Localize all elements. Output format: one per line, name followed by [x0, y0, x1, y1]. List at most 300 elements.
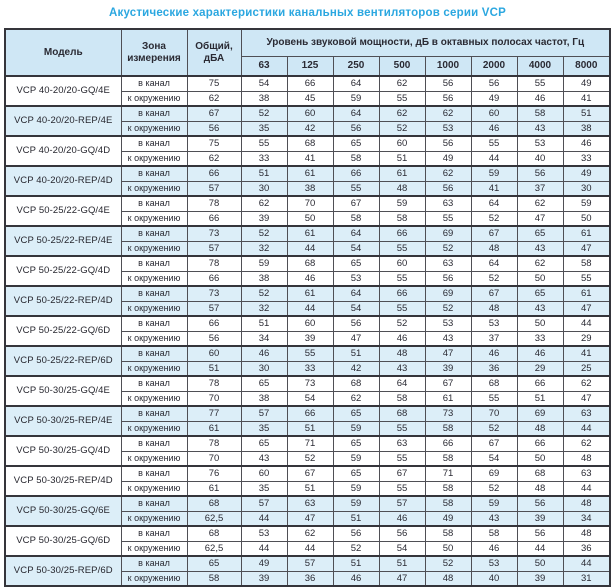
band-level-cell: 50 — [517, 316, 563, 331]
col-header-band-group: Уровень звуковой мощности, дБ в октавных полосах частот, Гц — [241, 29, 610, 57]
band-level-cell: 66 — [287, 406, 333, 421]
band-level-cell: 59 — [563, 196, 610, 211]
total-dba-cell: 68 — [187, 526, 241, 541]
band-level-cell: 68 — [379, 406, 425, 421]
band-level-cell: 63 — [287, 496, 333, 511]
total-dba-cell: 62 — [187, 151, 241, 166]
model-cell: VCP 50-30/25-REP/4D — [5, 466, 121, 496]
band-level-cell: 52 — [287, 451, 333, 466]
col-header-freq-2000: 2000 — [471, 57, 517, 77]
band-level-cell: 47 — [517, 211, 563, 226]
acoustic-characteristics-table — [4, 28, 611, 587]
band-level-cell: 46 — [333, 571, 379, 586]
band-level-cell: 51 — [333, 511, 379, 526]
zone-cell: в канал — [121, 76, 187, 91]
table-row — [5, 256, 610, 271]
band-level-cell: 58 — [379, 211, 425, 226]
band-level-cell: 61 — [287, 286, 333, 301]
zone-cell: к окружению — [121, 181, 187, 196]
band-level-cell: 52 — [471, 211, 517, 226]
band-level-cell: 50 — [517, 271, 563, 286]
model-cell: VCP 50-30/25-REP/6D — [5, 556, 121, 586]
total-dba-cell: 68 — [187, 496, 241, 511]
band-level-cell: 65 — [333, 256, 379, 271]
band-level-cell: 65 — [517, 226, 563, 241]
total-dba-cell: 57 — [187, 181, 241, 196]
band-level-cell: 68 — [471, 376, 517, 391]
band-level-cell: 56 — [517, 526, 563, 541]
band-level-cell: 44 — [517, 541, 563, 556]
band-level-cell: 51 — [241, 166, 287, 181]
col-header-freq-4000: 4000 — [517, 57, 563, 77]
band-level-cell: 68 — [287, 256, 333, 271]
band-level-cell: 54 — [379, 541, 425, 556]
band-level-cell: 62 — [333, 391, 379, 406]
zone-cell: в канал — [121, 196, 187, 211]
band-level-cell: 55 — [471, 136, 517, 151]
model-cell: VCP 50-25/22-GQ/4E — [5, 196, 121, 226]
band-level-cell: 61 — [563, 286, 610, 301]
model-cell: VCP 50-25/22-GQ/4D — [5, 256, 121, 286]
band-level-cell: 62 — [379, 76, 425, 91]
model-cell: VCP 50-25/22-GQ/6D — [5, 316, 121, 346]
band-level-cell: 56 — [425, 76, 471, 91]
band-level-cell: 47 — [333, 331, 379, 346]
band-level-cell: 54 — [471, 451, 517, 466]
band-level-cell: 44 — [563, 421, 610, 436]
table-row — [5, 136, 610, 151]
model-cell: VCP 50-30/25-GQ/4D — [5, 436, 121, 466]
band-level-cell: 37 — [471, 331, 517, 346]
band-level-cell: 49 — [471, 91, 517, 106]
band-level-cell: 67 — [471, 436, 517, 451]
band-level-cell: 56 — [379, 526, 425, 541]
band-level-cell: 29 — [517, 361, 563, 376]
band-level-cell: 56 — [425, 271, 471, 286]
zone-cell: к окружению — [121, 241, 187, 256]
zone-cell: к окружению — [121, 361, 187, 376]
table-row — [5, 76, 610, 91]
band-level-cell: 46 — [563, 136, 610, 151]
band-level-cell: 37 — [517, 181, 563, 196]
band-level-cell: 62 — [563, 436, 610, 451]
band-level-cell: 64 — [333, 286, 379, 301]
band-level-cell: 54 — [333, 301, 379, 316]
band-level-cell: 48 — [471, 301, 517, 316]
band-level-cell: 41 — [471, 181, 517, 196]
band-level-cell: 65 — [333, 406, 379, 421]
band-level-cell: 33 — [517, 331, 563, 346]
total-dba-cell: 78 — [187, 436, 241, 451]
band-level-cell: 36 — [471, 361, 517, 376]
band-level-cell: 59 — [471, 496, 517, 511]
col-header-freq-500: 500 — [379, 57, 425, 77]
band-level-cell: 73 — [287, 376, 333, 391]
band-level-cell: 47 — [563, 301, 610, 316]
table-row — [5, 286, 610, 301]
band-level-cell: 31 — [563, 571, 610, 586]
band-level-cell: 49 — [563, 76, 610, 91]
band-level-cell: 67 — [379, 466, 425, 481]
model-cell: VCP 50-25/22-REP/6D — [5, 346, 121, 376]
band-level-cell: 67 — [425, 376, 471, 391]
band-level-cell: 58 — [425, 526, 471, 541]
band-level-cell: 46 — [471, 346, 517, 361]
total-dba-cell: 57 — [187, 301, 241, 316]
band-level-cell: 49 — [425, 151, 471, 166]
band-level-cell: 61 — [425, 391, 471, 406]
band-level-cell: 29 — [563, 331, 610, 346]
band-level-cell: 45 — [287, 91, 333, 106]
band-level-cell: 53 — [517, 136, 563, 151]
band-level-cell: 38 — [287, 181, 333, 196]
band-level-cell: 58 — [333, 151, 379, 166]
total-dba-cell: 56 — [187, 121, 241, 136]
band-level-cell: 46 — [287, 271, 333, 286]
zone-cell: к окружению — [121, 421, 187, 436]
band-level-cell: 53 — [471, 556, 517, 571]
band-level-cell: 38 — [563, 121, 610, 136]
model-cell: VCP 50-30/25-GQ/6D — [5, 526, 121, 556]
band-level-cell: 51 — [379, 556, 425, 571]
band-level-cell: 43 — [471, 511, 517, 526]
table-row — [5, 166, 610, 181]
zone-cell: к окружению — [121, 271, 187, 286]
zone-cell: к окружению — [121, 121, 187, 136]
band-level-cell: 50 — [517, 556, 563, 571]
band-level-cell: 44 — [563, 316, 610, 331]
total-dba-cell: 58 — [187, 571, 241, 586]
band-level-cell: 66 — [425, 436, 471, 451]
band-level-cell: 60 — [287, 316, 333, 331]
band-level-cell: 52 — [333, 541, 379, 556]
band-level-cell: 54 — [287, 391, 333, 406]
band-level-cell: 66 — [517, 436, 563, 451]
band-level-cell: 52 — [471, 421, 517, 436]
band-level-cell: 65 — [333, 136, 379, 151]
zone-cell: к окружению — [121, 541, 187, 556]
band-level-cell: 53 — [333, 271, 379, 286]
band-level-cell: 54 — [241, 76, 287, 91]
band-level-cell: 57 — [241, 496, 287, 511]
zone-cell: к окружению — [121, 331, 187, 346]
band-level-cell: 62 — [517, 196, 563, 211]
band-level-cell: 56 — [425, 136, 471, 151]
zone-cell: к окружению — [121, 301, 187, 316]
band-level-cell: 62 — [517, 256, 563, 271]
band-level-cell: 33 — [287, 361, 333, 376]
total-dba-cell: 66 — [187, 316, 241, 331]
band-level-cell: 52 — [425, 556, 471, 571]
band-level-cell: 67 — [471, 286, 517, 301]
band-level-cell: 64 — [333, 76, 379, 91]
band-level-cell: 48 — [563, 451, 610, 466]
zone-cell: в канал — [121, 556, 187, 571]
zone-cell: к окружению — [121, 481, 187, 496]
band-level-cell: 33 — [241, 151, 287, 166]
band-level-cell: 51 — [287, 481, 333, 496]
col-header-freq-250: 250 — [333, 57, 379, 77]
band-level-cell: 56 — [333, 121, 379, 136]
band-level-cell: 63 — [563, 466, 610, 481]
band-level-cell: 63 — [425, 196, 471, 211]
col-header-freq-63: 63 — [241, 57, 287, 77]
model-cell: VCP 40-20/20-REP/4E — [5, 106, 121, 136]
band-level-cell: 36 — [287, 571, 333, 586]
band-level-cell: 39 — [425, 361, 471, 376]
col-header-model: Модель — [5, 29, 121, 76]
total-dba-cell: 65 — [187, 556, 241, 571]
band-level-cell: 58 — [517, 106, 563, 121]
band-level-cell: 43 — [379, 361, 425, 376]
table-row — [5, 226, 610, 241]
band-level-cell: 32 — [241, 301, 287, 316]
band-level-cell: 65 — [241, 436, 287, 451]
band-level-cell: 69 — [425, 286, 471, 301]
band-level-cell: 47 — [563, 391, 610, 406]
band-level-cell: 58 — [425, 451, 471, 466]
band-level-cell: 52 — [379, 121, 425, 136]
band-level-cell: 57 — [241, 406, 287, 421]
zone-cell: в канал — [121, 136, 187, 151]
band-level-cell: 46 — [379, 511, 425, 526]
band-level-cell: 47 — [287, 511, 333, 526]
band-level-cell: 32 — [241, 241, 287, 256]
band-level-cell: 56 — [425, 91, 471, 106]
band-level-cell: 63 — [563, 406, 610, 421]
band-level-cell: 67 — [471, 226, 517, 241]
band-level-cell: 62 — [563, 376, 610, 391]
band-level-cell: 41 — [563, 346, 610, 361]
model-cell: VCP 50-30/25-REP/4E — [5, 406, 121, 436]
table-row — [5, 496, 610, 511]
band-level-cell: 42 — [333, 361, 379, 376]
band-level-cell: 71 — [425, 466, 471, 481]
band-level-cell: 48 — [517, 421, 563, 436]
band-level-cell: 30 — [563, 181, 610, 196]
band-level-cell: 65 — [333, 436, 379, 451]
band-level-cell: 47 — [425, 346, 471, 361]
band-level-cell: 55 — [379, 301, 425, 316]
band-level-cell: 55 — [471, 391, 517, 406]
band-level-cell: 55 — [425, 211, 471, 226]
band-level-cell: 58 — [471, 526, 517, 541]
zone-cell: к окружению — [121, 391, 187, 406]
total-dba-cell: 77 — [187, 406, 241, 421]
band-level-cell: 52 — [241, 226, 287, 241]
band-level-cell: 56 — [517, 166, 563, 181]
band-level-cell: 56 — [333, 316, 379, 331]
band-level-cell: 53 — [425, 316, 471, 331]
table-body — [5, 76, 610, 586]
col-header-freq-125: 125 — [287, 57, 333, 77]
band-level-cell: 68 — [287, 136, 333, 151]
table-row — [5, 316, 610, 331]
total-dba-cell: 56 — [187, 331, 241, 346]
band-level-cell: 55 — [379, 91, 425, 106]
band-level-cell: 46 — [379, 331, 425, 346]
band-level-cell: 51 — [517, 391, 563, 406]
band-level-cell: 43 — [517, 121, 563, 136]
total-dba-cell: 70 — [187, 451, 241, 466]
zone-cell: к окружению — [121, 511, 187, 526]
band-level-cell: 44 — [287, 241, 333, 256]
band-level-cell: 64 — [333, 106, 379, 121]
zone-cell: в канал — [121, 106, 187, 121]
band-level-cell: 66 — [379, 286, 425, 301]
band-level-cell: 44 — [563, 556, 610, 571]
band-level-cell: 59 — [379, 196, 425, 211]
table-row — [5, 466, 610, 481]
band-level-cell: 64 — [471, 256, 517, 271]
band-level-cell: 55 — [379, 421, 425, 436]
band-level-cell: 52 — [241, 106, 287, 121]
band-level-cell: 41 — [563, 91, 610, 106]
table-row — [5, 406, 610, 421]
band-level-cell: 51 — [333, 556, 379, 571]
band-level-cell: 65 — [241, 376, 287, 391]
band-level-cell: 49 — [563, 166, 610, 181]
total-dba-cell: 66 — [187, 211, 241, 226]
total-dba-cell: 66 — [187, 271, 241, 286]
zone-cell: к окружению — [121, 91, 187, 106]
band-level-cell: 60 — [287, 106, 333, 121]
total-dba-cell: 60 — [187, 346, 241, 361]
band-level-cell: 63 — [425, 256, 471, 271]
band-level-cell: 66 — [517, 376, 563, 391]
band-level-cell: 49 — [425, 511, 471, 526]
band-level-cell: 39 — [517, 511, 563, 526]
zone-cell: в канал — [121, 436, 187, 451]
page-title: Акустические характеристики канальных вентиляторов серии VCP — [108, 7, 507, 19]
band-level-cell: 58 — [333, 211, 379, 226]
band-level-cell: 55 — [563, 271, 610, 286]
zone-cell: в канал — [121, 166, 187, 181]
band-level-cell: 55 — [241, 136, 287, 151]
zone-cell: к окружению — [121, 571, 187, 586]
band-level-cell: 62 — [425, 106, 471, 121]
table-header — [5, 29, 610, 76]
band-level-cell: 60 — [471, 106, 517, 121]
header-row-main — [5, 29, 610, 57]
band-level-cell: 70 — [287, 196, 333, 211]
band-level-cell: 50 — [563, 211, 610, 226]
zone-cell: в канал — [121, 376, 187, 391]
band-level-cell: 64 — [471, 196, 517, 211]
band-level-cell: 44 — [471, 151, 517, 166]
band-level-cell: 36 — [563, 541, 610, 556]
band-level-cell: 48 — [517, 481, 563, 496]
band-level-cell: 55 — [379, 241, 425, 256]
band-level-cell: 56 — [425, 181, 471, 196]
band-level-cell: 59 — [333, 91, 379, 106]
band-level-cell: 39 — [287, 331, 333, 346]
band-level-cell: 30 — [241, 181, 287, 196]
zone-cell: в канал — [121, 226, 187, 241]
total-dba-cell: 57 — [187, 241, 241, 256]
band-level-cell: 67 — [287, 466, 333, 481]
band-level-cell: 43 — [241, 451, 287, 466]
total-dba-cell: 62,5 — [187, 541, 241, 556]
zone-cell: к окружению — [121, 451, 187, 466]
total-dba-cell: 75 — [187, 76, 241, 91]
band-level-cell: 43 — [425, 331, 471, 346]
band-level-cell: 69 — [425, 226, 471, 241]
band-level-cell: 69 — [517, 406, 563, 421]
col-header-total-dba: Общий, дБА — [187, 29, 241, 76]
band-level-cell: 35 — [241, 121, 287, 136]
total-dba-cell: 61 — [187, 421, 241, 436]
zone-cell: в канал — [121, 286, 187, 301]
band-level-cell: 70 — [471, 406, 517, 421]
band-level-cell: 47 — [379, 571, 425, 586]
band-level-cell: 38 — [241, 91, 287, 106]
band-level-cell: 62 — [425, 166, 471, 181]
band-level-cell: 33 — [563, 151, 610, 166]
zone-cell: в канал — [121, 316, 187, 331]
band-level-cell: 39 — [517, 571, 563, 586]
band-level-cell: 53 — [471, 316, 517, 331]
band-level-cell: 51 — [379, 151, 425, 166]
band-level-cell: 52 — [471, 481, 517, 496]
zone-cell: в канал — [121, 466, 187, 481]
band-level-cell: 56 — [517, 496, 563, 511]
band-level-cell: 54 — [333, 241, 379, 256]
band-level-cell: 46 — [241, 346, 287, 361]
band-level-cell: 44 — [563, 481, 610, 496]
band-level-cell: 51 — [333, 346, 379, 361]
band-level-cell: 59 — [333, 451, 379, 466]
model-cell: VCP 50-25/22-REP/4E — [5, 226, 121, 256]
band-level-cell: 58 — [425, 496, 471, 511]
band-level-cell: 55 — [379, 481, 425, 496]
band-level-cell: 63 — [379, 436, 425, 451]
band-level-cell: 60 — [379, 256, 425, 271]
total-dba-cell: 67 — [187, 106, 241, 121]
band-level-cell: 50 — [287, 211, 333, 226]
band-level-cell: 65 — [517, 286, 563, 301]
total-dba-cell: 51 — [187, 361, 241, 376]
band-level-cell: 46 — [517, 91, 563, 106]
band-level-cell: 57 — [379, 496, 425, 511]
band-level-cell: 38 — [241, 391, 287, 406]
band-level-cell: 48 — [379, 181, 425, 196]
band-level-cell: 46 — [471, 121, 517, 136]
band-level-cell: 44 — [241, 511, 287, 526]
band-level-cell: 48 — [379, 346, 425, 361]
band-level-cell: 58 — [425, 421, 471, 436]
col-header-zone: Зона измерения — [121, 29, 187, 76]
table-row — [5, 526, 610, 541]
table-row — [5, 346, 610, 361]
band-level-cell: 67 — [333, 196, 379, 211]
band-level-cell: 40 — [471, 571, 517, 586]
band-level-cell: 59 — [333, 496, 379, 511]
zone-cell: в канал — [121, 496, 187, 511]
band-level-cell: 52 — [425, 301, 471, 316]
band-level-cell: 41 — [287, 151, 333, 166]
band-level-cell: 62 — [287, 526, 333, 541]
band-level-cell: 52 — [471, 271, 517, 286]
band-level-cell: 64 — [379, 376, 425, 391]
zone-cell: в канал — [121, 346, 187, 361]
band-level-cell: 38 — [241, 271, 287, 286]
band-level-cell: 58 — [425, 481, 471, 496]
band-level-cell: 55 — [379, 271, 425, 286]
band-level-cell: 71 — [287, 436, 333, 451]
band-level-cell: 56 — [471, 76, 517, 91]
band-level-cell: 40 — [517, 151, 563, 166]
